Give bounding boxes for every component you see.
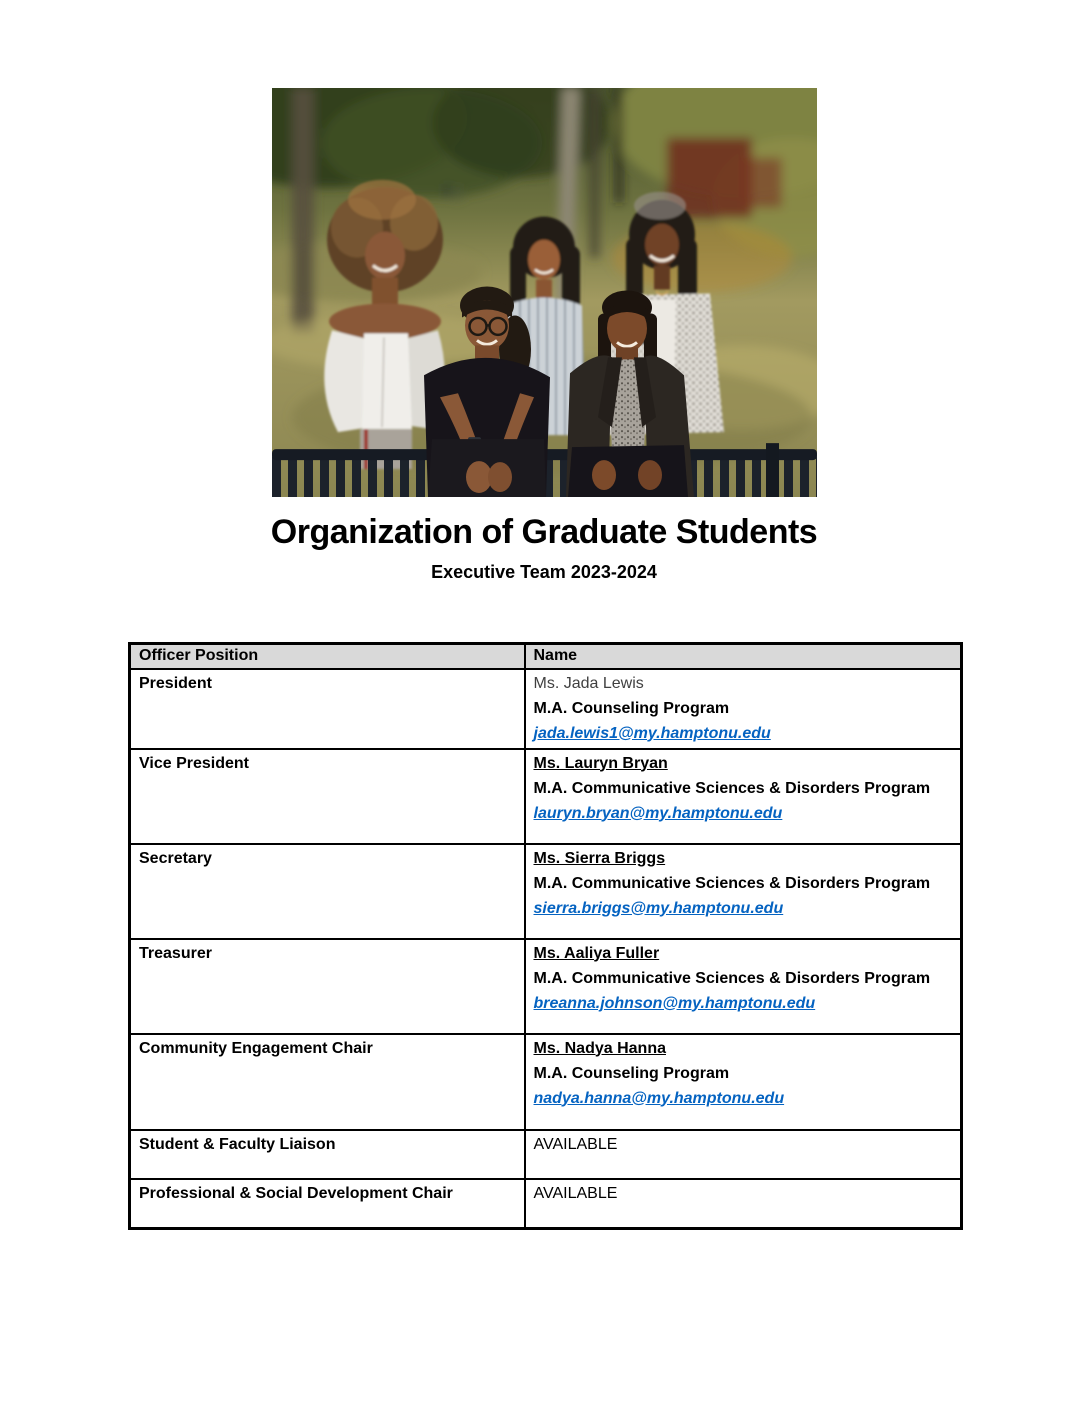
officer-email-link[interactable]: nadya.hanna@my.hamptonu.edu [533, 1089, 785, 1107]
officer-program: M.A. Counseling Program [533, 699, 730, 717]
officer-program: M.A. Counseling Program [533, 1064, 730, 1082]
officer-name: Ms. Nadya Hanna [533, 1039, 666, 1057]
officer-name: Ms. Sierra Briggs [533, 849, 666, 867]
officer-name: Ms. Jada Lewis [533, 674, 644, 692]
table-row [130, 669, 962, 749]
team-photo [272, 88, 817, 497]
table-row [130, 1034, 962, 1130]
name-cell [525, 669, 962, 749]
page-subtitle: Executive Team 2023-2024 [431, 562, 657, 582]
officer-position: Community Engagement Chair [139, 1039, 373, 1057]
officer-position: Professional & Social Development Chair [139, 1184, 453, 1202]
page-title: Organization of Graduate Students [270, 513, 818, 551]
table-row [130, 749, 962, 844]
officer-email-link[interactable]: lauryn.bryan@my.hamptonu.edu [533, 804, 783, 822]
officer-name: Ms. Aaliya Fuller [533, 944, 660, 962]
officer-position: Secretary [139, 849, 212, 867]
name-cell [525, 939, 962, 1034]
officer-program: M.A. Communicative Sciences & Disorders Program [533, 969, 931, 987]
officer-email-link[interactable]: sierra.briggs@my.hamptonu.edu [533, 899, 784, 917]
officer-program: M.A. Communicative Sciences & Disorders Program [533, 779, 931, 797]
officer-name: Ms. Lauryn Bryan [533, 754, 668, 772]
officer-position: Treasurer [139, 944, 212, 962]
officer-table [128, 642, 963, 1230]
officer-email-link[interactable]: jada.lewis1@my.hamptonu.edu [533, 724, 771, 742]
table-header-row [130, 644, 962, 669]
header-name: Name [525, 644, 962, 669]
table-row [130, 1179, 962, 1229]
availability-status: AVAILABLE [533, 1184, 618, 1202]
availability-status: AVAILABLE [533, 1135, 618, 1153]
table-row [130, 1130, 962, 1179]
table-row [130, 939, 962, 1034]
name-cell [525, 844, 962, 939]
name-cell [525, 1179, 962, 1229]
name-cell [525, 1130, 962, 1179]
name-cell [525, 1034, 962, 1130]
officer-program: M.A. Communicative Sciences & Disorders Program [533, 874, 931, 892]
officer-position: President [139, 674, 212, 692]
header-officer-position: Officer Position [130, 644, 525, 669]
table-row [130, 844, 962, 939]
name-cell [525, 749, 962, 844]
officer-position: Vice President [139, 754, 249, 772]
officer-email-link[interactable]: breanna.johnson@my.hamptonu.edu [533, 994, 816, 1012]
team-photo-illustration [272, 88, 817, 497]
officer-position: Student & Faculty Liaison [139, 1135, 336, 1153]
